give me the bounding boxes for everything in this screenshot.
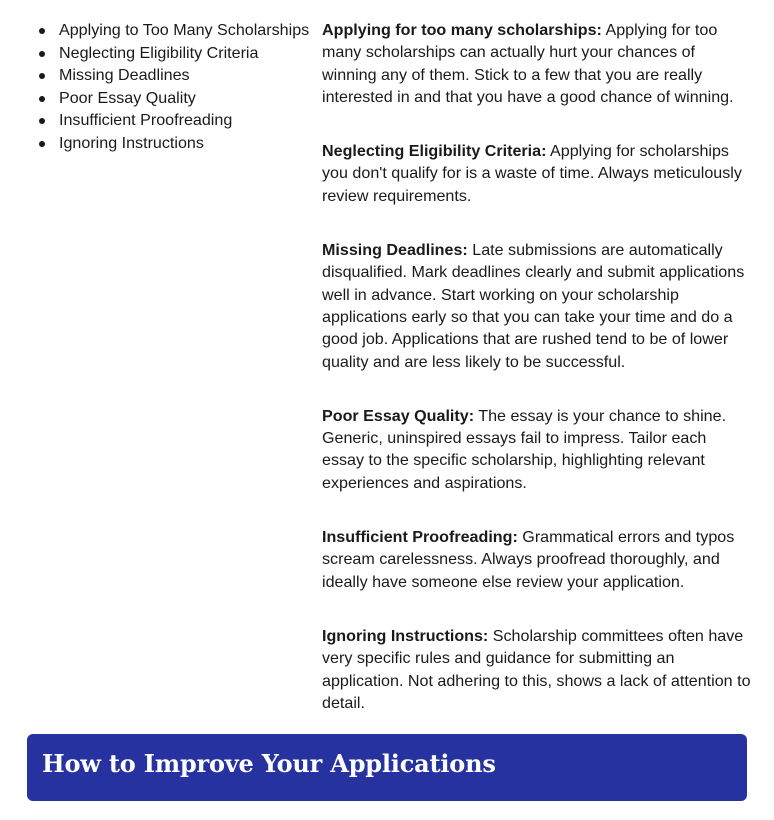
list-item	[38, 19, 318, 42]
section-term: Insufficient Proofreading:	[322, 528, 518, 547]
section-term: Neglecting Eligibility Criteria:	[322, 142, 547, 161]
section-text: Scholarship committees often have very specific rules and guidance for submitting an application. Not adhering to this, shows a lack of attention to detail.	[322, 626, 751, 712]
section-text: Grammatical errors and typos scream carelessness. Always proofread thoroughly, and ideally have someone else review your application.	[322, 528, 735, 591]
section-text: The essay is your chance to shine. Generic, uninspired essays fail to impress. Tailor each essay to the specific scholarship, highlighting relevant experiences and aspirations.	[322, 406, 727, 492]
list-item-label: Missing Deadlines	[59, 66, 190, 85]
list-item-label: Insufficient Proofreading	[59, 111, 233, 130]
mistakes-list	[38, 19, 318, 155]
bullet-icon	[39, 96, 45, 102]
section-text: Applying for scholarships you don't qualify for is a waste of time. Always meticulously review requirements.	[322, 142, 742, 205]
section-proofreading	[322, 526, 752, 593]
bullet-icon	[39, 51, 45, 57]
section-heading-banner	[27, 734, 747, 801]
bullet-icon	[39, 141, 45, 147]
section-text: Late submissions are automatically disqualified. Mark deadlines clearly and submit applications well in advance. Start working on your scholarship applications early so that you can take your time and do a good job. Applications that are rushed tend to be of lower quality and are less likely to be successful.	[322, 241, 745, 371]
list-item-label: Neglecting Eligibility Criteria	[59, 43, 259, 62]
section-term: Ignoring Instructions:	[322, 626, 489, 645]
list-item	[38, 42, 318, 65]
section-term: Poor Essay Quality:	[322, 406, 475, 425]
bullet-icon	[39, 73, 45, 79]
mistakes-details	[322, 19, 752, 746]
section-essay-quality	[322, 405, 752, 494]
bullet-icon	[39, 118, 45, 124]
list-item-label: Ignoring Instructions	[59, 133, 204, 152]
list-item	[38, 64, 318, 87]
section-term: Applying for too many scholarships:	[322, 21, 602, 39]
list-item	[38, 109, 318, 132]
section-deadlines	[322, 239, 752, 373]
list-item	[38, 87, 318, 110]
section-text: Applying for too many scholarships can actually hurt your chances of winning any of them. Stick to a few that you are really interested in and that you have a good chance of winning.	[322, 21, 734, 106]
section-term: Missing Deadlines:	[322, 241, 468, 260]
section-heading: How to Improve Your Applications	[42, 749, 496, 778]
list-item	[38, 132, 318, 155]
section-instructions	[322, 625, 752, 714]
list-item-label: Applying to Too Many Scholarships	[59, 21, 310, 39]
bullet-icon	[39, 28, 45, 34]
list-item-label: Poor Essay Quality	[59, 88, 196, 107]
section-too-many-scholarships	[322, 19, 752, 108]
section-eligibility	[322, 140, 752, 207]
